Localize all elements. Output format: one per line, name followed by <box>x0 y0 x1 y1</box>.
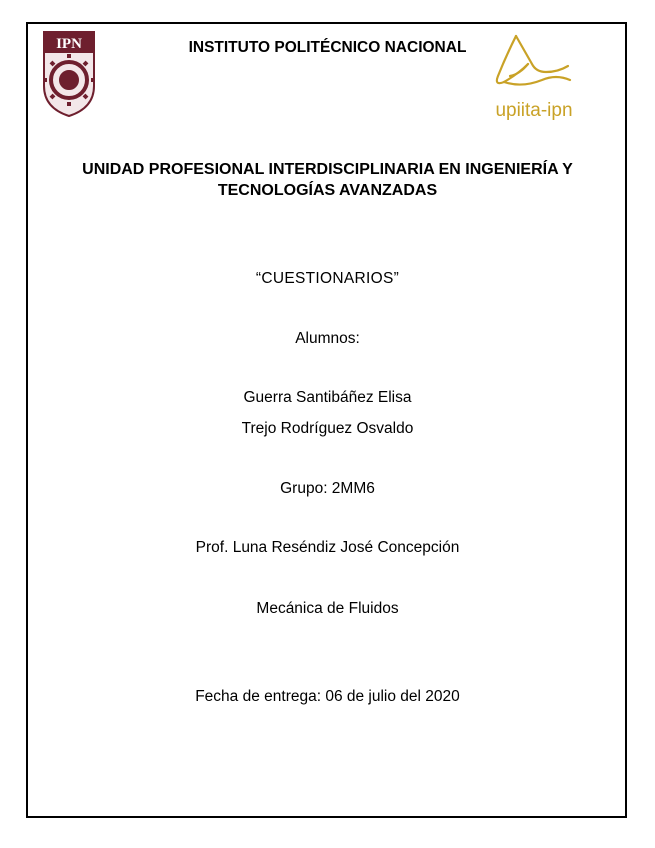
ipn-logo-lettering: IPN <box>56 36 82 52</box>
subject-name: Mecánica de Fluidos <box>256 600 399 617</box>
students-label: Alumnos: <box>295 330 360 347</box>
upiita-logo-lettering: upiita-ipn <box>495 100 573 121</box>
student-name: Guerra Santibáñez Elisa <box>243 389 412 406</box>
unit-title <box>0 159 655 201</box>
document-title: “CUESTIONARIOS” <box>255 270 400 287</box>
group-label: Grupo: 2MM6 <box>280 480 375 497</box>
student-name: Trejo Rodríguez Osvaldo <box>241 420 414 437</box>
due-date: Fecha de entrega: 06 de julio del 2020 <box>195 688 460 705</box>
institute-title: INSTITUTO POLITÉCNICO NACIONAL <box>188 39 467 56</box>
unit-title-line-1: UNIDAD PROFESIONAL INTERDISCIPLINARIA EN INGENIERÍA Y <box>82 161 573 178</box>
professor-name: Prof. Luna Reséndiz José Concepción <box>195 539 460 556</box>
unit-title-line-2: TECNOLOGÍAS AVANZADAS <box>217 182 438 199</box>
